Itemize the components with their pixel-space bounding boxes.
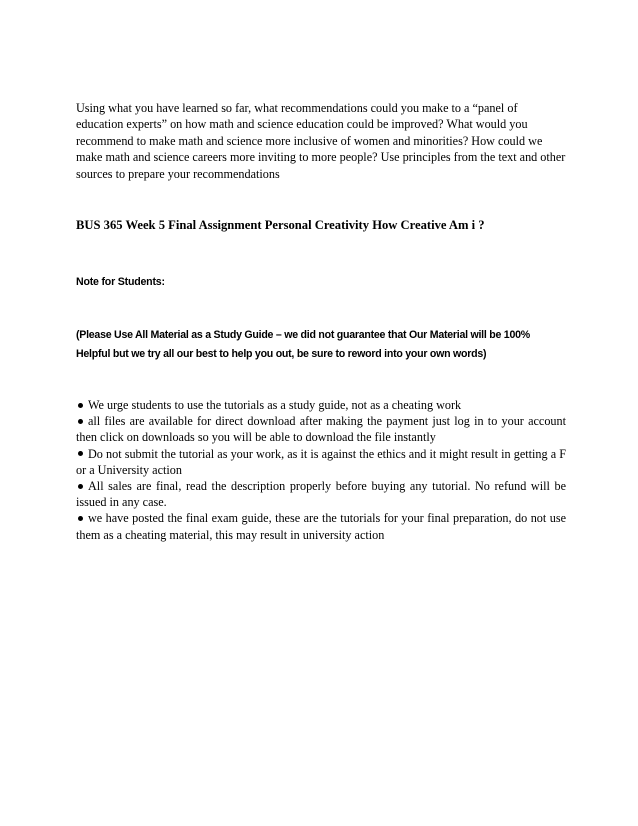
- intro-paragraph: Using what you have learned so far, what recommendations could you make to a “panel of education experts” on how math and science education could be improved? What would you recommend to make math and science more inclusive of women and minorities? How could we make math and science careers more inviting to more people? Use principles from the text and other sources to prepare your recommendations: [76, 101, 566, 181]
- bullet-text: All sales are final, read the description properly before buying any tutorial. No refund will be issued in any case.: [76, 479, 566, 510]
- bullet-text: We urge students to use the tutorials as a study guide, not as a cheating work: [88, 398, 462, 412]
- bullet-icon: [78, 403, 83, 408]
- bullet-icon: [78, 484, 83, 489]
- bullet-text: we have posted the final exam guide, these are the tutorials for your final preparation, do not use them as a cheating material, this may result in university action: [76, 511, 566, 542]
- list-item: [76, 446, 566, 478]
- bullet-text: all files are available for direct download after making the payment just log in to your account then click on downloads so you will be able to download the file instantly: [76, 414, 566, 445]
- list-item: [76, 510, 566, 542]
- list-item: [76, 478, 566, 510]
- notice-bullet-list: [76, 397, 566, 543]
- bullet-icon: [78, 451, 83, 456]
- note-heading: Note for Students:: [76, 276, 165, 288]
- list-item: [76, 397, 566, 413]
- bullet-icon: [78, 419, 83, 424]
- bullet-icon: [78, 516, 83, 521]
- bullet-text: Do not submit the tutorial as your work, as it is against the ethics and it might result in getting a F or a University action: [76, 446, 566, 477]
- disclaimer-text: (Please Use All Material as a Study Guide – we did not guarantee that Our Material will be 100% Helpful but we try all our best to help you out, be sure to reword into your own words): [76, 329, 530, 360]
- assignment-title: BUS 365 Week 5 Final Assignment Personal Creativity How Creative Am i ?: [76, 218, 485, 232]
- list-item: [76, 413, 566, 445]
